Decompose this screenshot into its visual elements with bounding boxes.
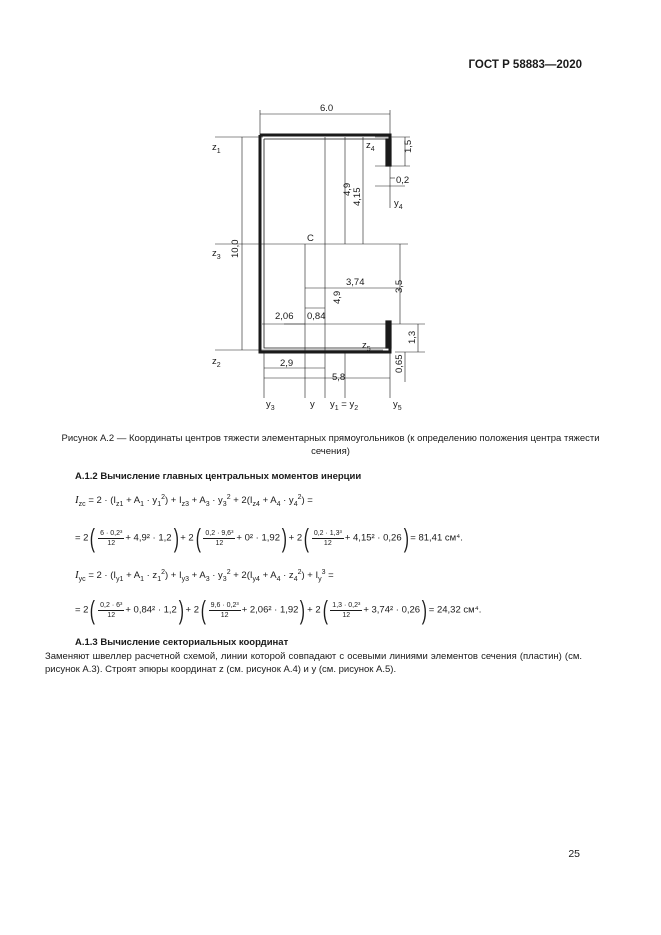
dim-2-9: 2,9 — [280, 358, 294, 369]
page-number: 25 — [568, 848, 580, 860]
dim-5-8: 5,8 — [332, 372, 346, 383]
formula-izc: $I_{zc} = 2 \cdot (I_{z1} + A_1 \cdot y_1^2) + I_{z3} + A_3 \cdot y_3^2 + 2(I_{z4} + A_4 \cdot y_4^2)$ = — [75, 494, 313, 509]
label-y: y — [310, 399, 315, 410]
section-a12-title: А.1.2 Вычисление главных центральных моментов инерции — [75, 471, 362, 482]
label-z3: $z_3$ — [212, 248, 221, 261]
dim-4-9-top: 4,9 — [342, 182, 353, 196]
standard-number: ГОСТ Р 58883—2020 — [468, 59, 582, 71]
label-y4: $y_4$ — [394, 198, 403, 211]
dim-3-74: 3,74 — [346, 277, 365, 288]
dim-0-65: 0,65 — [394, 354, 405, 373]
lip-top — [386, 139, 391, 166]
label-z4: $z_4$ — [366, 140, 375, 153]
dim-2-06: 2,06 — [275, 311, 294, 322]
formula-iyc-values: = 2( $\frac{\text{0,2 · 6³}}{12}$ + 0,84² · 1,2) + 2( $\frac{\text{9,6 · 0,2³}}{12}$ + 2,06² · 1,92) + 2( $\frac{\text{1,3 · 0,2³}}{12}$ + 3,74² · 0,26) = 24,32 см⁴. — [75, 595, 482, 625]
label-y5: $y_5$ — [393, 399, 402, 412]
dim-4-15: 4,15 — [352, 187, 363, 206]
section-diagram — [200, 98, 435, 416]
dim-10-0: 10,0 — [230, 239, 241, 258]
label-y1-y2: $y_1 = y_2$ — [330, 399, 359, 412]
label-z1: $z_1$ — [212, 142, 221, 155]
section-a13-paragraph: Заменяют швеллер расчетной схемой, линии которой совпадают с осевыми линиями элементов сечения (пластин) (см. рисунок А.3). Строят эпюры координат z (см. рисунок А.4) и y (см. рисунок А.5). — [45, 651, 582, 675]
dim-1-5: 1,5 — [403, 139, 414, 153]
dim-0-2: 0,2 — [396, 175, 410, 186]
figure-caption: Рисунок А.2 — Координаты центров тяжести элементарных прямоугольников (к определению положения центра тяжести сечения) — [61, 433, 600, 457]
section-a13-title: А.1.3 Вычисление секториальных координат — [75, 637, 289, 648]
dim-3-5: 3,5 — [394, 279, 405, 293]
label-centroid: C — [307, 233, 314, 244]
dim-0-84: 0,84 — [307, 311, 326, 322]
dim-4-9-bottom: 4,9 — [332, 290, 343, 304]
formula-izc-values: = 2( $\frac{\text{6 · 0,2³}}{12}$ + 4,9² · 1,2) + 2( $\frac{\text{0,2 · 9,6³}}{12}$ + 0² · 1,92) + 2( $\frac{\text{0,2 · 1,3³}}{12}$ + 4,15² · 0,26) = 81,41 см⁴. — [75, 523, 463, 553]
dim-1-3: 1,3 — [407, 330, 418, 344]
formula-iyc: $I_{yc} = 2 \cdot (I_{y1} + A_1 \cdot z_1^2) + I_{y3} + A_3 \cdot y_3^2 + 2(I_{y4} + A_4 \cdot z_4^2) + I_y^3$ = — [75, 569, 334, 584]
lip-bottom — [386, 321, 391, 348]
dim-top-width: 6.0 — [320, 103, 334, 114]
label-z5: $z_5$ — [362, 340, 371, 353]
label-y3: $y_3$ — [266, 399, 275, 412]
label-z2: $z_2$ — [212, 356, 221, 369]
